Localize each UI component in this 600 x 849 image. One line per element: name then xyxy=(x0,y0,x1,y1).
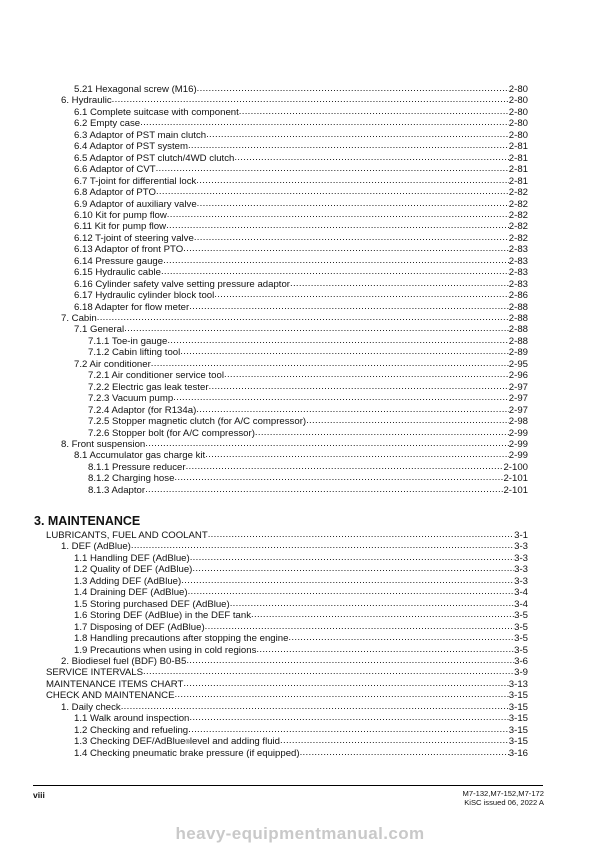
toc-entry-title: 1.2 Checking and refueling xyxy=(74,724,189,736)
toc-dot-leader xyxy=(189,301,509,312)
toc-entry-page: 2-97 xyxy=(508,393,528,405)
toc-entry-title-cont: level and adding fluid xyxy=(189,736,281,748)
toc-entry-page: 2-82 xyxy=(508,221,528,233)
toc-entry-page: 2-101 xyxy=(503,473,528,485)
toc-entry-page: 3-3 xyxy=(514,541,528,553)
toc-entry-title: MAINTENANCE ITEMS CHART xyxy=(46,678,184,690)
toc-entry-title: 2. Biodiesel fuel (BDF) B0-B5 xyxy=(61,655,187,667)
toc-entry-title: 6.3 Adaptor of PST main clutch xyxy=(74,129,207,141)
toc-dot-leader xyxy=(183,678,508,689)
toc-entry-title: 1.7 Disposing of DEF (AdBlue) xyxy=(74,621,205,633)
toc-dot-leader xyxy=(174,689,508,700)
toc-entry-title: CHECK AND MAINTENANCE xyxy=(46,690,175,702)
toc-entry-page: 3-15 xyxy=(508,724,528,736)
toc-entry-page: 3-4 xyxy=(514,587,528,599)
toc-dot-leader xyxy=(214,289,509,300)
footer-issued: KiSC issued 06, 2022 A xyxy=(464,798,544,807)
toc-entry-page: 2-83 xyxy=(508,244,528,256)
toc-entry-page: 3-15 xyxy=(508,690,528,702)
toc-entry-title: 6.8 Adaptor of PTO xyxy=(74,187,156,199)
toc-dot-leader xyxy=(209,381,509,392)
toc-entry-page: 2-89 xyxy=(508,347,528,359)
toc-entry-title: 6.14 Pressure gauge xyxy=(74,255,164,267)
toc-entry-page: 2-86 xyxy=(508,290,528,302)
toc-dot-leader xyxy=(189,712,508,723)
toc-entry-title: 1.8 Handling precautions after stopping the engine xyxy=(74,633,289,645)
toc-entry-page: 3-5 xyxy=(514,621,528,633)
toc-entry-page: 3-15 xyxy=(508,701,528,713)
toc-entry-title: 7.2.2 Electric gas leak tester xyxy=(88,381,209,393)
toc-dot-leader xyxy=(197,198,509,209)
toc-dot-leader xyxy=(205,621,514,632)
toc-entry-page: 2-81 xyxy=(508,175,528,187)
toc-entry-page: 2-97 xyxy=(508,381,528,393)
toc-entry-page: 2-99 xyxy=(508,427,528,439)
toc-entry-page: 2-88 xyxy=(508,301,528,313)
toc-dot-leader xyxy=(173,392,509,403)
toc-entry-page: 3-15 xyxy=(508,713,528,725)
toc-entry-page: 2-80 xyxy=(508,118,528,130)
toc-entry-title: 6.18 Adapter for flow meter xyxy=(74,301,190,313)
toc-dot-leader xyxy=(288,632,514,643)
toc-entry-page: 2-100 xyxy=(503,461,528,473)
toc-entry-title: 1.1 Walk around inspection xyxy=(74,713,190,725)
toc-entry-title: 6.16 Cylinder safety valve setting pressure adaptor xyxy=(74,278,290,290)
toc-entry-page: 3-4 xyxy=(514,598,528,610)
toc-entry-title: 8. Front suspension xyxy=(61,438,146,450)
toc-dot-leader xyxy=(124,323,509,334)
toc-entry-page: 2-83 xyxy=(508,255,528,267)
toc-entry-page: 2-97 xyxy=(508,404,528,416)
toc-entry-page: 2-83 xyxy=(508,267,528,279)
toc-entry-page: 2-88 xyxy=(508,324,528,336)
toc-entry-title: 6.2 Empty case xyxy=(74,118,141,130)
toc-dot-leader xyxy=(255,427,509,438)
toc-dot-leader xyxy=(143,666,514,677)
toc-dot-leader xyxy=(306,415,509,426)
watermark: heavy-equipmentmanual.com xyxy=(175,824,425,843)
toc-dot-leader xyxy=(251,609,514,620)
toc-dot-leader xyxy=(208,529,514,540)
toc-dot-leader xyxy=(186,655,514,666)
toc-dot-leader xyxy=(166,220,509,231)
toc-dot-leader xyxy=(140,117,509,128)
toc-dot-leader xyxy=(145,438,509,449)
toc-entry-title: 6.12 T-joint of steering valve xyxy=(74,232,194,244)
toc-entry-title: 6.13 Adaptor of front PTO xyxy=(74,244,184,256)
toc-entry-title: 8.1.1 Pressure reducer xyxy=(88,461,186,473)
toc-entry-page: 3-5 xyxy=(514,633,528,645)
toc-entry-page: 3-15 xyxy=(508,736,528,748)
toc-entry-title: 7.2 Air conditioner xyxy=(74,358,151,370)
toc-dot-leader xyxy=(196,175,509,186)
toc-entry-page: 2-81 xyxy=(508,164,528,176)
toc-dot-leader xyxy=(239,106,509,117)
toc-entry-title: 5.21 Hexagonal screw (M16) xyxy=(74,84,197,95)
toc-entry-title: 6.6 Adaptor of CVT xyxy=(74,164,156,176)
footer-models: M7-132,M7-152,M7-172 xyxy=(462,789,544,798)
toc-entry-title: 8.1.3 Adaptor xyxy=(88,484,146,496)
toc-entry-page: 2-88 xyxy=(508,313,528,324)
toc-entry-page: 3-9 xyxy=(514,667,528,679)
toc-dot-leader xyxy=(192,563,514,574)
toc-entry-page: 2-80 xyxy=(508,95,528,107)
toc-entry-page: 2-88 xyxy=(508,335,528,347)
toc-entry-title: SERVICE INTERVALS xyxy=(46,667,144,679)
toc-entry-title: 6.15 Hydraulic cable xyxy=(74,267,161,279)
toc-entry-title: 6.10 Kit for pump flow xyxy=(74,209,167,221)
toc-dot-leader xyxy=(180,346,509,357)
toc-entry-page: 2-95 xyxy=(508,358,528,370)
toc-entry-title: 6.4 Adaptor of PST system xyxy=(74,141,188,153)
toc-dot-leader xyxy=(161,266,509,277)
toc-entry-page: 2-83 xyxy=(508,278,528,290)
toc-entry-title: 7.2.6 Stopper bolt (for A/C compressor) xyxy=(88,427,255,439)
toc-entry-title: 1.6 Storing DEF (AdBlue) in the DEF tank xyxy=(74,610,252,622)
toc-dot-leader xyxy=(97,312,509,323)
toc-dot-leader xyxy=(190,552,514,563)
toc-entry-page: 2-80 xyxy=(508,84,528,95)
toc-entry-title: 6.5 Adaptor of PST clutch/4WD clutch xyxy=(74,152,235,164)
toc-entry-title: 1.3 Adding DEF (AdBlue) xyxy=(74,575,182,587)
toc-dot-leader xyxy=(234,152,508,163)
toc-dot-leader xyxy=(188,140,509,151)
toc-dot-leader xyxy=(186,461,504,472)
toc-entry-page: 3-16 xyxy=(508,747,528,759)
toc-dot-leader xyxy=(280,735,509,746)
toc-entry-title: 7.2.1 Air conditioner service tool xyxy=(88,370,224,382)
toc-entry-title: 6.17 Hydraulic cylinder block tool xyxy=(74,290,215,302)
toc-entry-title: 7.2.4 Adaptor (for R134a) xyxy=(88,404,197,416)
toc-entry[interactable] xyxy=(74,748,528,759)
toc-entry-title: 7.1 General xyxy=(74,324,125,336)
toc-dot-leader xyxy=(300,747,509,758)
toc-entry-title: 6. Hydraulic xyxy=(61,95,112,107)
toc-dot-leader xyxy=(181,575,514,586)
toc-entry-page: 3-3 xyxy=(514,552,528,564)
toc-dot-leader xyxy=(167,335,508,346)
toc-dot-leader xyxy=(196,404,509,415)
toc-entry-page: 2-80 xyxy=(508,129,528,141)
toc-entry-title: 7.2.3 Vacuum pump xyxy=(88,393,174,405)
toc-entry-page: 3-13 xyxy=(508,678,528,690)
toc-dot-leader xyxy=(145,484,503,495)
toc-dot-leader xyxy=(156,163,509,174)
toc-entry-title: 8.1 Accumulator gas charge kit xyxy=(74,450,206,462)
toc-entry-page: 2-81 xyxy=(508,152,528,164)
section-heading-maintenance: 3. MAINTENANCE xyxy=(34,514,141,528)
toc-entry-page: 2-82 xyxy=(508,198,528,210)
toc-entry-title: 1. DEF (AdBlue) xyxy=(61,541,131,553)
toc-dot-leader xyxy=(112,94,509,105)
toc-entry-title: 1. Daily check xyxy=(61,701,121,713)
toc-entry-page: 3-3 xyxy=(514,564,528,576)
toc-dot-leader xyxy=(206,129,509,140)
toc-dot-leader xyxy=(230,598,514,609)
toc-dot-leader xyxy=(188,586,515,597)
toc-entry-title: 1.4 Checking pneumatic brake pressure (if equipped) xyxy=(74,747,300,759)
toc-entry-title: 6.11 Kit for pump flow xyxy=(74,221,167,233)
toc-entry-page: 2-82 xyxy=(508,232,528,244)
toc-entry[interactable] xyxy=(88,485,528,496)
toc-dot-leader xyxy=(290,278,509,289)
toc-dot-leader xyxy=(174,472,503,483)
toc-entry-title: 7.1.1 Toe-in gauge xyxy=(88,335,168,347)
toc-entry-title: 1.3 Checking DEF/AdBlue xyxy=(74,736,186,748)
toc-entry-title: 6.7 T-joint for differential lock xyxy=(74,175,197,187)
toc-entry-title: 1.4 Draining DEF (AdBlue) xyxy=(74,587,188,599)
toc-entry-title: 7. Cabin xyxy=(61,313,97,324)
toc-dot-leader xyxy=(121,701,509,712)
toc-dot-leader xyxy=(197,83,509,94)
toc-entry-page: 2-99 xyxy=(508,438,528,450)
toc-entry-page: 2-96 xyxy=(508,370,528,382)
toc-entry[interactable]: 1.3 Checking DEF/AdBlue ® level and adding fluid ..... 3-15 xyxy=(74,736,528,747)
toc-entry-title: 7.1.2 Cabin lifting tool xyxy=(88,347,181,359)
toc-entry-page: 2-82 xyxy=(508,209,528,221)
toc-dot-leader xyxy=(151,358,509,369)
toc-entry-page: 2-99 xyxy=(508,450,528,462)
toc-entry-title: 1.9 Precautions when using in cold regions xyxy=(74,644,257,656)
toc-entry-page: 2-82 xyxy=(508,187,528,199)
toc-dot-leader xyxy=(183,243,509,254)
toc-entry-page: 3-1 xyxy=(514,530,528,541)
toc-dot-leader xyxy=(256,644,514,655)
toc-entry-title: 6.1 Complete suitcase with component xyxy=(74,106,239,118)
toc-dot-leader xyxy=(224,369,509,380)
toc-dot-leader xyxy=(194,232,509,243)
toc-entry-page: 2-101 xyxy=(503,484,528,496)
toc-dot-leader xyxy=(205,449,509,460)
toc-entry-title: LUBRICANTS, FUEL AND COOLANT xyxy=(46,530,208,541)
toc-entry-title: 1.1 Handling DEF (AdBlue) xyxy=(74,552,190,564)
toc-dot-leader xyxy=(163,255,509,266)
toc-entry-page: 2-81 xyxy=(508,141,528,153)
toc-entry-title: 8.1.2 Charging hose xyxy=(88,473,175,485)
toc-entry-title: 1.2 Quality of DEF (AdBlue) xyxy=(74,564,193,576)
toc-entry-title: 6.9 Adaptor of auxiliary valve xyxy=(74,198,197,210)
toc-dot-leader xyxy=(156,186,509,197)
footer-page-number: viii xyxy=(33,790,45,800)
toc-entry-page: 3-5 xyxy=(514,644,528,656)
toc-entry-title: 7.2.5 Stopper magnetic clutch (for A/C compressor) xyxy=(88,416,307,428)
toc-entry-page: 3-3 xyxy=(514,575,528,587)
toc-dot-leader xyxy=(188,724,509,735)
toc-entry-page: 2-80 xyxy=(508,106,528,118)
toc-entry-page: 2-98 xyxy=(508,416,528,428)
toc-entry-page: 3-6 xyxy=(514,655,528,667)
toc-entry-title: 1.5 Storing purchased DEF (AdBlue) xyxy=(74,598,230,610)
toc-entry-page: 3-5 xyxy=(514,610,528,622)
footer-divider xyxy=(33,785,543,786)
toc-dot-leader xyxy=(167,209,509,220)
toc-dot-leader xyxy=(131,540,514,551)
